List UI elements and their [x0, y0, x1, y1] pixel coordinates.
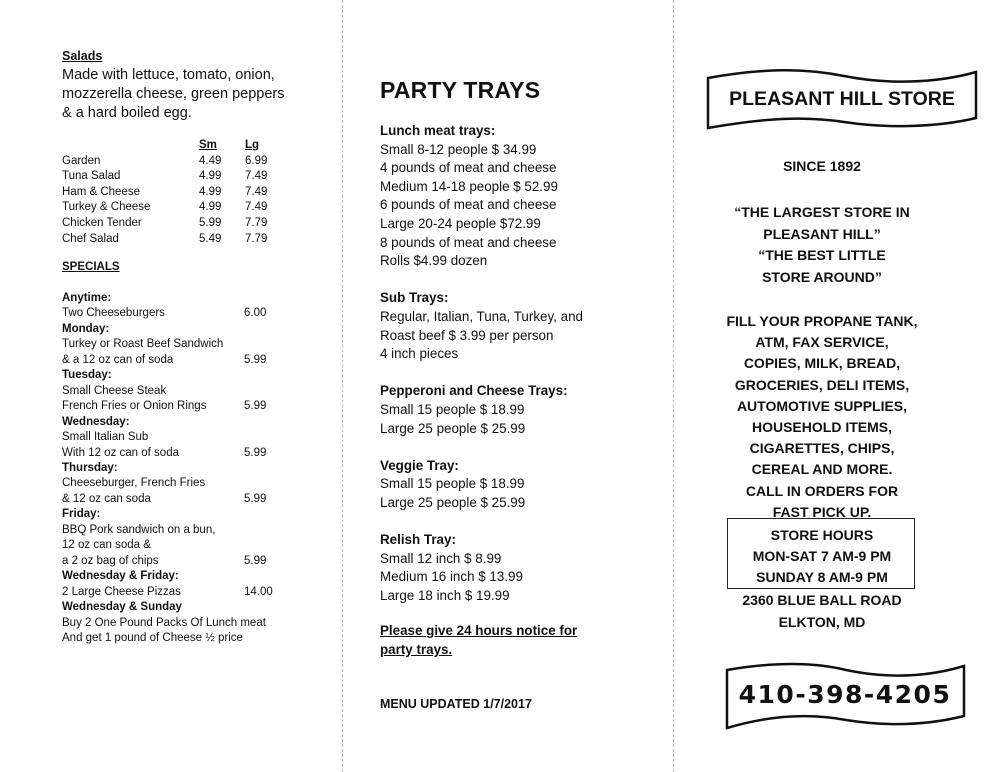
special-day-heading [62, 461, 282, 476]
salad-price-sm: 4.99 [199, 170, 222, 183]
tray-group [380, 382, 620, 438]
salad-name: Chicken Tender [62, 216, 142, 229]
tray-heading: Relish Tray: [380, 532, 456, 548]
salad-price-sm: 5.49 [199, 232, 222, 245]
special-text: Tuesday: [62, 369, 112, 382]
tray-heading: Lunch meat trays: [380, 123, 496, 138]
special-item [62, 399, 282, 414]
address-street: 2360 BLUE BALL ROAD [742, 592, 902, 608]
header-sm: Sm [199, 139, 217, 151]
notice-line: party trays. [380, 641, 453, 657]
special-item [62, 616, 282, 631]
tray-line: Large 25 people $ 25.99 [380, 420, 526, 436]
special-text: Small Italian Sub [62, 431, 149, 444]
special-day-heading [62, 507, 282, 522]
tray-group [380, 122, 620, 271]
service-line: AUTOMOTIVE SUPPLIES, [736, 397, 908, 414]
tray-line: Regular, Italian, Tuna, Turkey, and [380, 308, 583, 324]
special-price: 14.00 [244, 585, 273, 598]
special-text: With 12 oz can of soda [62, 446, 179, 459]
special-text: Small Cheese Steak [62, 384, 167, 397]
special-day-heading [62, 600, 282, 615]
special-text: Anytime: [62, 292, 112, 304]
tray-line: Roast beef $ 3.99 per person [380, 327, 554, 343]
special-item [62, 446, 282, 461]
special-item [62, 306, 282, 321]
special-text: a 2 oz bag of chips [62, 554, 159, 567]
special-item [62, 554, 282, 569]
special-text: Cheeseburger, French Fries [62, 477, 206, 490]
tray-line: Small 15 people $ 18.99 [380, 401, 525, 417]
salad-price-lg: 7.49 [245, 170, 268, 183]
salad-name: Ham & Cheese [62, 185, 140, 198]
fold-line-right [673, 0, 674, 772]
address [707, 590, 937, 633]
since-year: SINCE 1892 [783, 158, 861, 174]
tray-line: Small 15 people $ 18.99 [380, 476, 525, 492]
service-line: CALL IN ORDERS FOR [745, 482, 899, 499]
tray-line: Large 18 inch $ 19.99 [380, 587, 510, 603]
header-lg: Lg [245, 139, 260, 151]
special-item [62, 353, 282, 368]
service-line: CIGARETTES, CHIPS, [749, 440, 895, 457]
salad-price-lg: 7.79 [245, 216, 268, 229]
slogan-line: STORE AROUND” [762, 268, 882, 285]
special-text: 2 Large Cheese Pizzas [62, 585, 181, 598]
special-item [62, 538, 282, 553]
service-line: COPIES, MILK, BREAD, [743, 355, 901, 372]
salads-description [62, 66, 302, 123]
special-text: Wednesday: [62, 415, 130, 428]
slogan-line: “THE BEST LITTLE [758, 247, 886, 263]
special-text: & a 12 oz can of soda [62, 353, 174, 366]
special-text: Wednesday & Sunday [62, 601, 182, 614]
salad-name: Tuna Salad [62, 170, 121, 183]
special-text: BBQ Pork sandwich on a bun, [62, 523, 216, 536]
salads-title: Salads [62, 49, 103, 63]
special-day-heading [62, 368, 282, 383]
special-item [62, 492, 282, 507]
slogan-line: “THE LARGEST STORE IN [734, 204, 910, 220]
specials-list [62, 291, 282, 646]
special-text: Two Cheeseburgers [62, 307, 165, 320]
salad-price-lg: 6.99 [245, 154, 268, 167]
slogan-line: PLEASANT HILL” [763, 225, 881, 242]
tray-heading: Pepperoni and Cheese Trays: [380, 383, 568, 399]
salads-desc-line: mozzerella cheese, green peppers [62, 86, 285, 102]
special-item [62, 476, 282, 491]
tray-line: 4 pounds of meat and cheese [380, 160, 557, 176]
special-text: And get 1 pound of Cheese ½ price [62, 631, 243, 644]
tray-line: 8 pounds of meat and cheese [380, 234, 557, 250]
special-text: Friday: [62, 508, 101, 521]
phone-number: 410-398-4205 [738, 680, 952, 709]
tray-group [380, 531, 620, 605]
salad-price-lg: 7.49 [245, 185, 268, 198]
salad-price-sm: 4.99 [199, 201, 222, 214]
special-day-heading [62, 415, 282, 430]
hours-sunday: SUNDAY 8 AM-9 PM [756, 569, 888, 585]
fold-line-left [342, 0, 343, 772]
tray-group [380, 457, 620, 513]
tray-line: Medium 14-18 people $ 52.99 [380, 178, 558, 194]
special-day-heading [62, 569, 282, 584]
salad-row [62, 216, 285, 232]
special-text: French Fries or Onion Rings [62, 400, 207, 413]
service-line: GROCERIES, DELI ITEMS, [734, 376, 910, 393]
tray-heading: Veggie Tray: [380, 457, 459, 473]
special-price: 5.99 [244, 492, 267, 505]
party-trays-list [380, 122, 620, 624]
special-text: Monday: [62, 322, 110, 335]
special-price: 5.99 [244, 353, 267, 366]
tray-line: Rolls $4.99 dozen [380, 253, 488, 269]
tray-line: Small 8-12 people $ 34.99 [380, 141, 537, 157]
notice-line: Please give 24 hours notice for [380, 623, 578, 638]
tray-line: 4 inch pieces [380, 346, 459, 362]
salad-price-sm: 4.49 [199, 154, 222, 167]
salad-name: Chef Salad [62, 232, 119, 245]
service-line: CEREAL AND MORE. [751, 461, 893, 478]
salad-name: Turkey & Cheese [62, 201, 151, 214]
hours-weekday: MON-SAT 7 AM-9 PM [752, 548, 892, 564]
special-text: Turkey or Roast Beef Sandwich [62, 338, 224, 351]
salad-table-header [62, 138, 285, 154]
special-day-heading [62, 322, 282, 337]
special-text: Thursday: [62, 461, 118, 474]
salads-desc-line: & a hard boiled egg. [62, 105, 192, 121]
special-item [62, 523, 282, 538]
salad-price-sm: 4.99 [199, 185, 222, 198]
salad-price-lg: 7.79 [245, 232, 268, 245]
menu-updated: MENU UPDATED 1/7/2017 [380, 697, 532, 711]
special-day-heading [62, 291, 282, 306]
tray-line: Medium 16 inch $ 13.99 [380, 569, 523, 585]
salads-desc-line: Made with lettuce, tomato, onion, [62, 67, 275, 83]
tray-line: Large 25 people $ 25.99 [380, 494, 526, 510]
salad-name: Garden [62, 154, 101, 167]
slogans [707, 202, 937, 288]
store-name: PLEASANT HILL STORE [729, 88, 955, 110]
hours-title: STORE HOURS [770, 527, 874, 543]
service-line: ATM, FAX SERVICE, [755, 334, 889, 351]
salad-row [62, 154, 285, 170]
tray-line: Small 12 inch $ 8.99 [380, 550, 502, 566]
party-trays-title: PARTY TRAYS [380, 77, 541, 103]
notice-text [380, 622, 620, 659]
services-list [707, 311, 937, 523]
tray-line: 6 pounds of meat and cheese [380, 197, 557, 213]
special-text: & 12 oz can soda [62, 492, 151, 505]
salad-price-table [62, 138, 285, 247]
tray-line: Large 20-24 people $72.99 [380, 215, 541, 231]
special-text: 12 oz can soda & [62, 539, 151, 552]
special-text: Buy 2 One Pound Packs Of Lunch meat [62, 616, 266, 629]
salad-row [62, 185, 285, 201]
salad-row [62, 169, 285, 185]
store-hours [707, 525, 937, 588]
salad-row [62, 232, 285, 248]
special-item [62, 585, 282, 600]
special-price: 5.99 [244, 446, 267, 459]
service-line: FAST PICK UP. [772, 503, 872, 520]
special-price: 6.00 [244, 307, 267, 320]
special-item [62, 430, 282, 445]
salad-price-lg: 7.49 [245, 201, 268, 214]
tray-heading: Sub Trays: [380, 290, 449, 306]
service-line: HOUSEHOLD ITEMS, [751, 419, 892, 436]
special-text: Wednesday & Friday: [62, 570, 179, 583]
salad-row [62, 200, 285, 216]
header-spacer [62, 138, 199, 154]
specials-title: SPECIALS [62, 261, 120, 273]
special-item [62, 631, 282, 646]
special-item [62, 384, 282, 399]
service-line: FILL YOUR PROPANE TANK, [726, 313, 918, 329]
salad-price-sm: 5.99 [199, 216, 222, 229]
special-price: 5.99 [244, 400, 267, 413]
special-item [62, 337, 282, 352]
special-price: 5.99 [244, 554, 267, 567]
address-city: ELKTON, MD [778, 613, 866, 630]
tray-group [380, 289, 620, 363]
